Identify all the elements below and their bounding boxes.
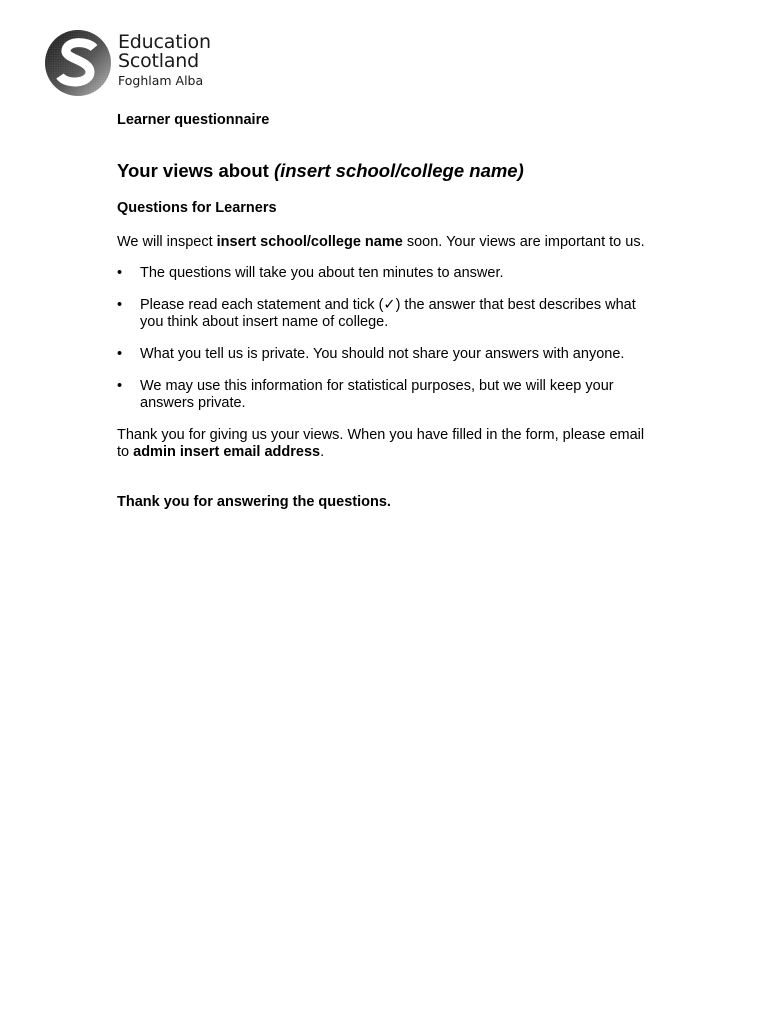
- logo-education-text: Education: [118, 31, 211, 53]
- list-item-text: We may use this information for statistical purposes, but we will keep your answers private.: [140, 378, 614, 411]
- outro-email-placeholder: admin insert email address: [133, 444, 321, 460]
- list-item-text: What you tell us is private. You should not share your answers with anyone.: [140, 346, 625, 362]
- education-scotland-emblem-icon: [44, 28, 114, 98]
- outro-text-before: Thank you for giving us your views. When you have filled in the form, please email to: [117, 427, 645, 460]
- title-placeholder-text: (insert school/college name): [273, 160, 524, 181]
- section-subheading: Questions for Learners: [117, 200, 277, 216]
- logo-wordmark: [118, 33, 211, 90]
- list-item: [117, 346, 657, 363]
- document-label: Learner questionnaire: [117, 112, 270, 128]
- education-scotland-logo: [44, 28, 244, 100]
- list-item-text: Please read each statement and tick (✓) the answer that best describes what you think about insert name of college.: [140, 297, 636, 330]
- bullet-icon: •: [117, 265, 123, 281]
- title-plain-text: Your views about: [117, 160, 274, 181]
- list-item: [117, 265, 657, 282]
- bullet-icon: •: [117, 378, 123, 394]
- list-item-text: The questions will take you about ten minutes to answer.: [140, 265, 504, 281]
- bullet-icon: •: [117, 346, 123, 362]
- intro-paragraph: [117, 234, 657, 251]
- instructions-list: [117, 265, 657, 412]
- logo-foghlam-alba-text: Foghlam Alba: [118, 73, 204, 88]
- intro-school-placeholder: insert school/college name: [216, 234, 403, 250]
- intro-text-after: soon. Your views are important to us.: [402, 234, 645, 250]
- document-content: [117, 110, 657, 511]
- outro-paragraph: [117, 427, 657, 461]
- list-item: [117, 378, 657, 412]
- intro-text-before: We will inspect: [117, 234, 217, 250]
- logo-scotland-text: Scotland: [118, 50, 200, 72]
- closing-statement: Thank you for answering the questions.: [117, 494, 391, 510]
- list-item: [117, 297, 657, 331]
- bullet-icon: •: [117, 297, 123, 313]
- outro-text-after: .: [320, 444, 325, 460]
- document-title: [117, 158, 657, 184]
